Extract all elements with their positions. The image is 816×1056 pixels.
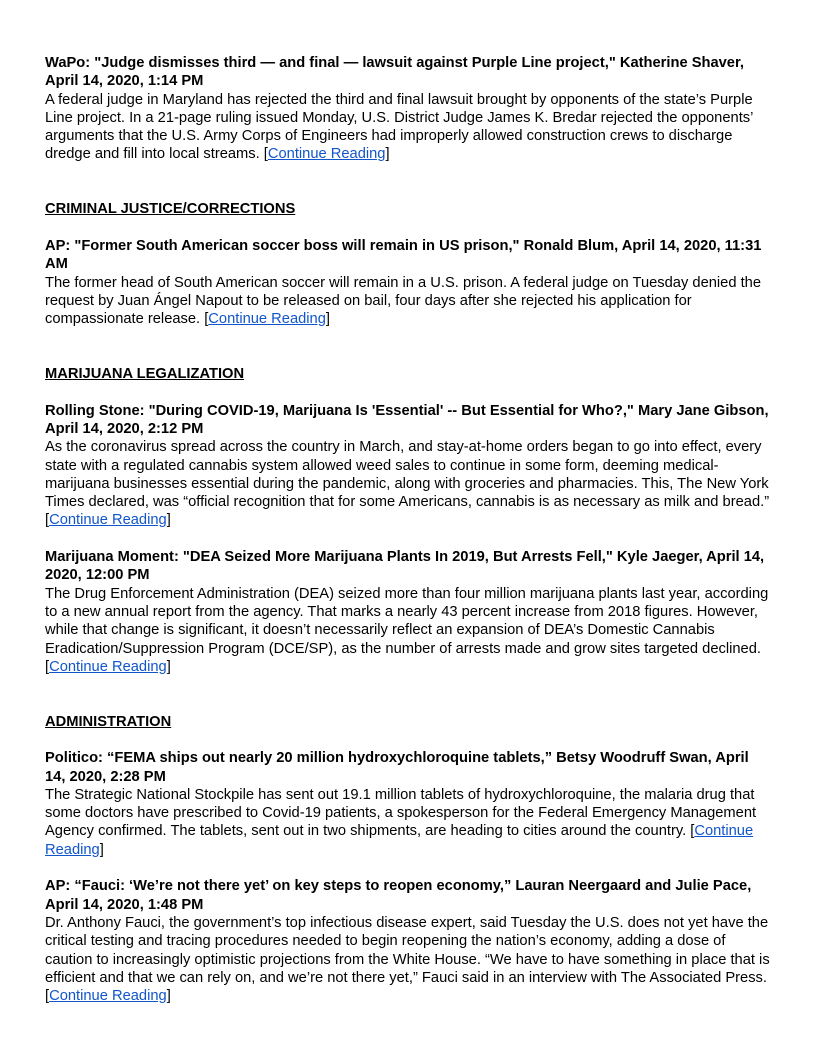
section-heading (45, 200, 772, 218)
article-body (45, 91, 772, 164)
link-open-bracket: [ (45, 512, 50, 529)
article-body-text: A federal judge in Maryland has rejected the third and final lawsuit brought by opponents of the state’s Purple Line project. In a 21-page ruling issued Monday, U.S. District Judge James K. Bredar rejected the opponents’ arguments that the U.S. Army Corps of Engineers had improperly allowed construction crews to discharge dredge and fill into local streams. (45, 91, 753, 163)
news-article (45, 54, 772, 164)
link-close-bracket: ] (166, 512, 171, 529)
article-body-text: The Drug Enforcement Administration (DEA) seized more than four million marijuana plants last year, according to a new annual report from the agency. That marks a nearly 43 percent increase from 2018 figures. However, while that change is significant, it doesn’t necessarily reflect an expansion of DEA’s Domestic Cannabis Eradication/Suppression Program (DCE/SP), as the number of arrests made and grow sites targeted declined. (45, 585, 769, 657)
link-close-bracket: ] (99, 841, 104, 858)
news-article (45, 402, 772, 530)
article-body (45, 274, 772, 329)
news-article (45, 237, 772, 328)
link-open-bracket: [ (259, 146, 268, 163)
article-body-text: As the coronavirus spread across the country in March, and stay-at-home orders began to go into effect, every state with a regulated cannabis system allowed weed sales to continue in some form, deeming medical-marijuana businesses essential during the pandemic, along with groceries and pharmacies. This, The New York Times declared, was “official recognition that for some Americans, cannabis is as necessary as milk and bread.” (45, 439, 770, 511)
news-article (45, 877, 772, 1005)
article-headline: AP: “Fauci: ‘We’re not there yet’ on key steps to reopen economy,” Lauran Neergaard and Julie Pace, April 14, 2020, 1:48 PM (45, 878, 752, 913)
link-close-bracket: ] (385, 146, 390, 163)
article-body (45, 438, 772, 529)
article-headline: AP: "Former South American soccer boss will remain in US prison," Ronald Blum, April 14, 2020, 11:31 AM (45, 237, 762, 273)
link-open-bracket: [ (686, 823, 695, 840)
article-body (45, 585, 772, 676)
article-body-text: The Strategic National Stockpile has sent out 19.1 million tablets of hydroxychloroquine, the malaria drug that some doctors have prescribed to Covid-19 patients, a spokesperson for the Federal Emergency Management Agency confirmed. The tablets, sent out in two shipments, are heading to cities around the country. (45, 786, 757, 840)
continue-reading-link[interactable]: Continue Reading (49, 658, 167, 675)
article-headline: WaPo: "Judge dismisses third — and final — lawsuit against Purple Line project," Katherine Shaver, April 14, 2020, 1:14 PM (45, 55, 744, 90)
section-heading (45, 365, 772, 383)
section-heading-label: MARIJUANA LEGALIZATION (45, 366, 245, 383)
section-heading (45, 713, 772, 731)
continue-reading-link[interactable]: Continue Reading (49, 512, 167, 529)
section-heading-label: CRIMINAL JUSTICE/CORRECTIONS (45, 201, 296, 218)
link-open-bracket: [ (45, 658, 50, 675)
link-close-bracket: ] (325, 311, 330, 328)
news-article (45, 548, 772, 676)
article-body-text: Dr. Anthony Fauci, the government’s top infectious disease expert, said Tuesday the U.S. does not yet have the critical testing and tracing procedures needed to begin reopening the nation’s economy, adding a dose of caution to increasingly optimistic projections from the White House. “We have to have something in place that is efficient and that we can rely on, and we’re not there yet,” Fauci said in an interview with The Associated Press. (45, 914, 770, 986)
article-headline: Politico: “FEMA ships out nearly 20 million hydroxychloroquine tablets,” Betsy Woodruff Swan, April 14, 2020, 2:28 PM (45, 750, 749, 785)
link-open-bracket: [ (45, 988, 50, 1005)
link-close-bracket: ] (166, 658, 171, 675)
link-close-bracket: ] (166, 988, 171, 1005)
continue-reading-link[interactable]: Continue Reading (208, 311, 326, 328)
continue-reading-link[interactable]: Continue Reading (49, 988, 167, 1005)
article-headline: Marijuana Moment: "DEA Seized More Marijuana Plants In 2019, But Arrests Fell," Kyle Jaeger, April 14, 2020, 12:00 PM (45, 549, 765, 584)
article-headline: Rolling Stone: "During COVID-19, Marijuana Is 'Essential' -- But Essential for Who?," Mary Jane Gibson, April 14, 2020, 2:12 PM (45, 402, 769, 437)
article-body (45, 786, 772, 859)
continue-reading-link[interactable]: Continue Reading (267, 146, 386, 163)
news-article (45, 749, 772, 859)
continue-reading-link[interactable]: Continue Reading (45, 823, 754, 858)
link-open-bracket: [ (200, 311, 209, 328)
article-body-text: The former head of South American soccer will remain in a U.S. prison. A federal judge on Tuesday denied the request by Juan Ángel Napout to be released on bail, four days after she rejected his application for compassionate release. (45, 274, 762, 328)
section-heading-label: ADMINISTRATION (45, 713, 172, 730)
article-body (45, 914, 772, 1005)
